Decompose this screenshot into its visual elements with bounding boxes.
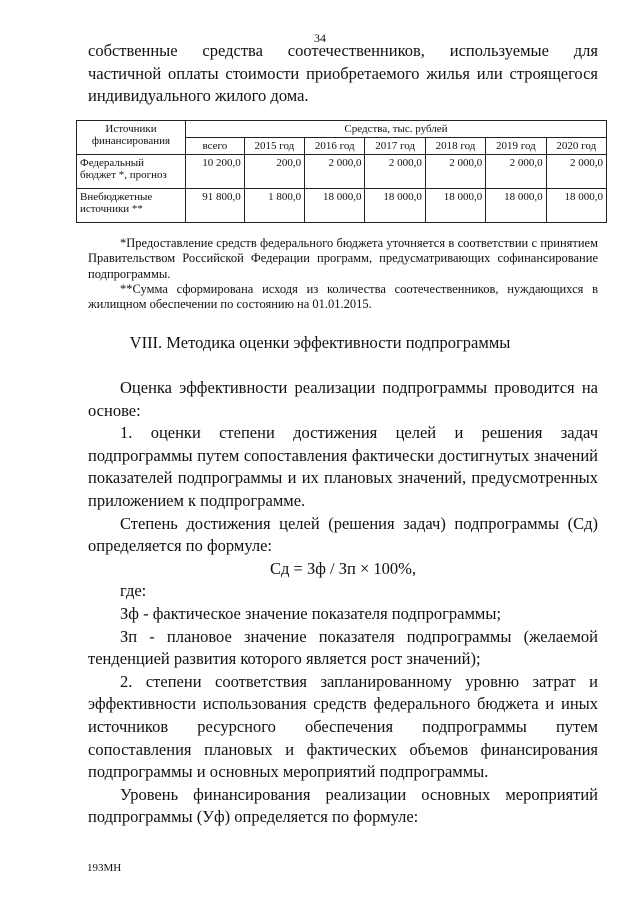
paragraph-degree: Степень достижения целей (решения задач) подпрограммы (Сд) определяется по формуле:: [88, 513, 598, 556]
cell-value: 200,0: [244, 155, 304, 189]
cell-value: 1 800,0: [244, 189, 304, 223]
intro-paragraph: [88, 40, 598, 108]
funds-header: Средства, тыс. рублей: [186, 121, 607, 138]
cell-value: 2 000,0: [546, 155, 606, 189]
column-header: всего: [186, 138, 245, 155]
footnote-federal: *Предоставление средств федерального бюджета уточняется в соответствии с принятием Правительством Российской Федерации программ, предусматривающих софинансирование подпрограммы.: [88, 236, 598, 281]
definition-zf: Зф - фактическое значение показателя подпрограммы;: [120, 603, 502, 623]
cell-value: 18 000,0: [365, 189, 425, 223]
table-row: [77, 155, 607, 189]
methodology-body: [88, 377, 598, 829]
paragraph-funding-level: Уровень финансирования реализации основных мероприятий подпрограммы (Уф) определяется по формуле:: [88, 784, 598, 827]
column-header: 2017 год: [365, 138, 425, 155]
column-header: 2016 год: [305, 138, 365, 155]
formula-sd: Сд = Зф / Зп × 100%,: [269, 558, 417, 578]
row-source: Внебюджетные источники **: [77, 189, 186, 223]
where-label: где:: [120, 581, 147, 601]
column-header: 2019 год: [486, 138, 546, 155]
page-number: 34: [314, 31, 326, 45]
intro-line: частичной оплаты стоимости приобретаемого жилья или строящегося: [88, 63, 598, 83]
table-notes: [88, 236, 598, 312]
column-header: 2018 год: [425, 138, 485, 155]
footer-code: 193МН: [87, 862, 122, 874]
cell-value: 2 000,0: [365, 155, 425, 189]
financing-table: [76, 120, 607, 223]
cell-value: 18 000,0: [546, 189, 606, 223]
cell-value: 2 000,0: [425, 155, 485, 189]
definition-zp: Зп - плановое значение показателя подпрограммы (желаемой тенденцией развития которого является рост значений);: [88, 626, 598, 669]
column-header: 2015 год: [244, 138, 304, 155]
row-source: Федеральный бюджет *, прогноз: [77, 155, 186, 189]
column-header: 2020 год: [546, 138, 606, 155]
source-header: Источники финансирования: [77, 121, 186, 155]
table-header-row: [77, 121, 607, 138]
cell-value: 91 800,0: [186, 189, 245, 223]
cell-value: 2 000,0: [486, 155, 546, 189]
paragraph-item-2: 2. степени соответствия запланированному уровню затрат и эффективности использования средств федерального бюджета и иных источников ресурсного обеспечения подпрограммы путем сопоставления плановых и фактических объемов финансирования подпрограммы и основных мероприятий подпрограммы.: [88, 671, 598, 782]
intro-line: собственные средства соотечественников, используемые для: [88, 41, 598, 60]
table-row: [77, 189, 607, 223]
intro-line: индивидуального жилого дома.: [88, 86, 309, 106]
cell-value: 18 000,0: [486, 189, 546, 223]
cell-value: 2 000,0: [305, 155, 365, 189]
paragraph-item-1: 1. оценки степени достижения целей и решения задач подпрограммы путем сопоставления фактически достигнутых значений показателей подпрограммы и их плановых значений, предусмотренных приложением к подпрограмме.: [88, 423, 598, 510]
cell-value: 18 000,0: [305, 189, 365, 223]
paragraph-intro: Оценка эффективности реализации подпрограммы проводится на основе:: [88, 378, 598, 420]
cell-value: 10 200,0: [186, 155, 245, 189]
cell-value: 18 000,0: [425, 189, 485, 223]
section-heading: VIII. Методика оценки эффективности подпрограммы: [129, 333, 511, 352]
footnote-extrabudget: **Сумма сформирована исходя из количества соотечественников, нуждающихся в жилищном обеспечении по состоянию на 01.01.2015.: [88, 281, 598, 312]
